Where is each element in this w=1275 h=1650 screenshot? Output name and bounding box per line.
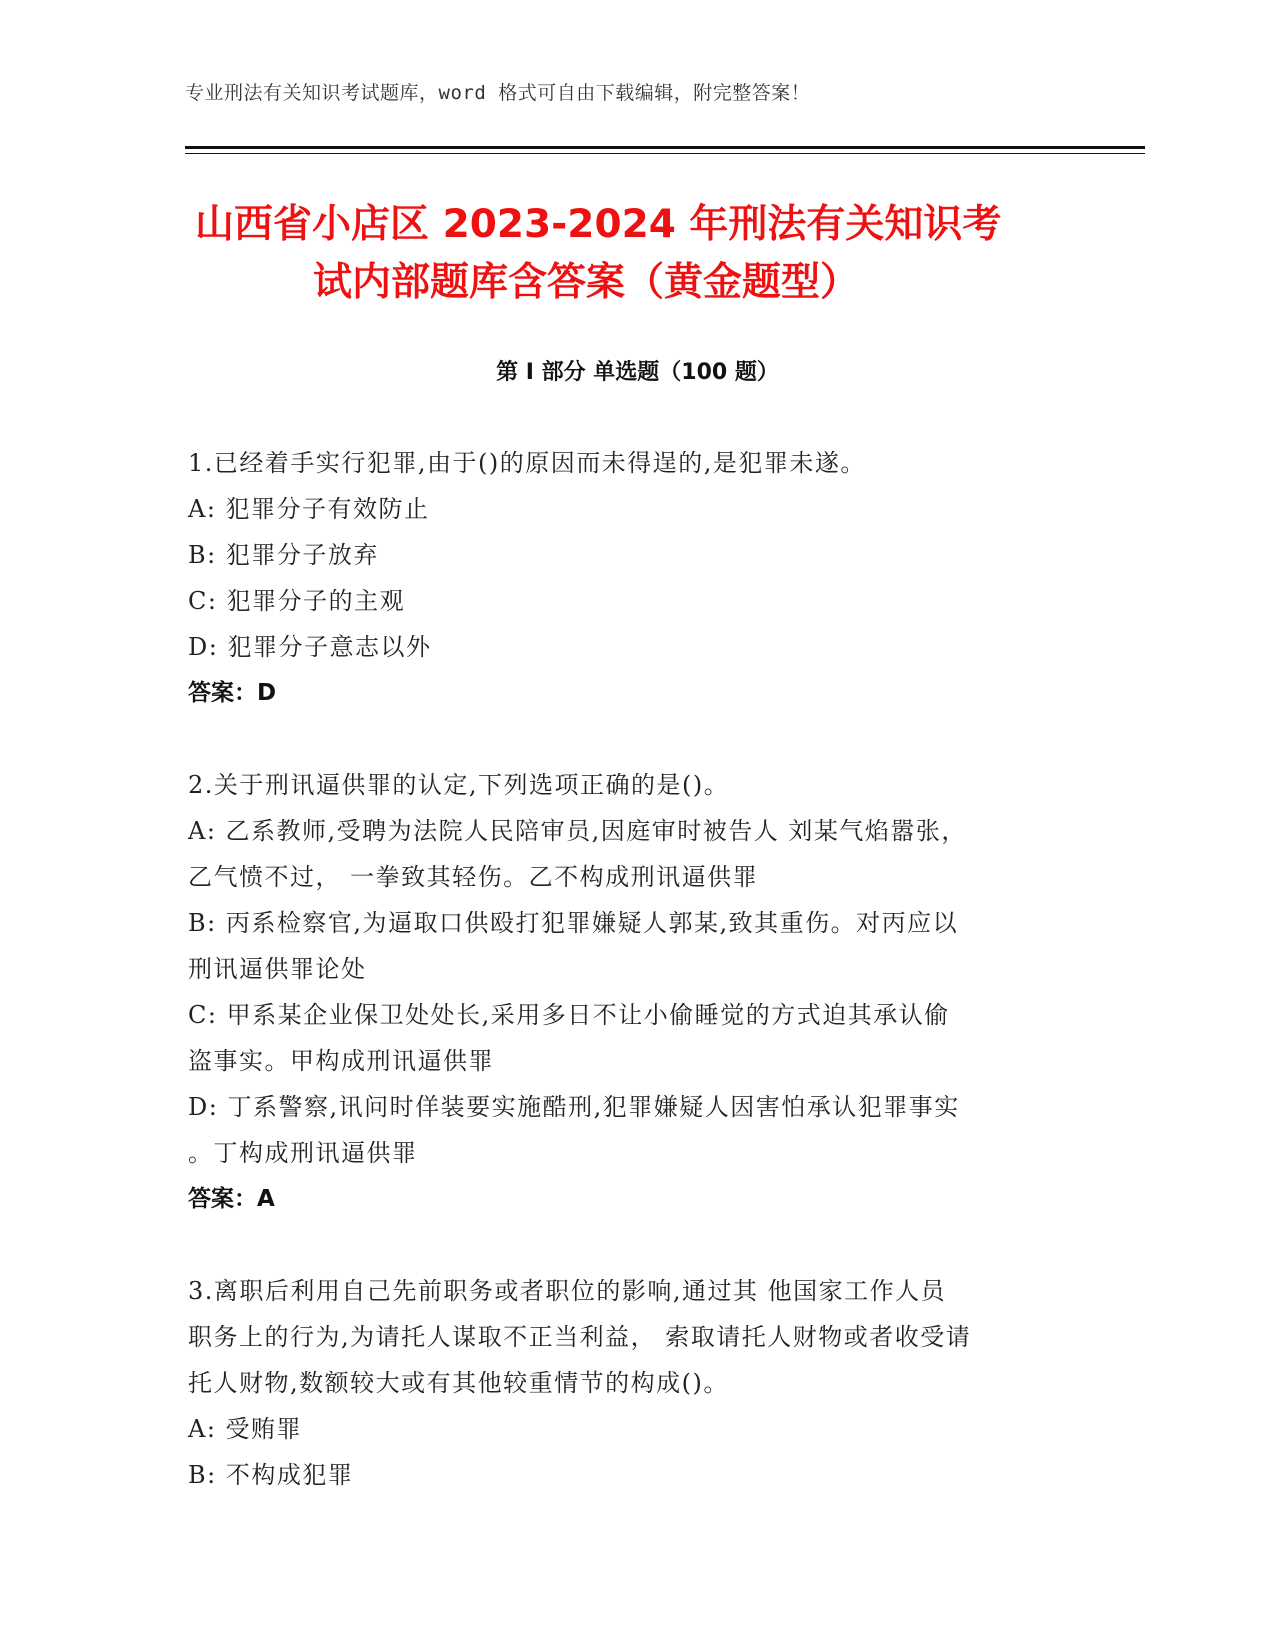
answer-option-line: C: 犯罪分子的主观	[188, 587, 406, 615]
answer-option	[188, 486, 1088, 532]
answer-key: 答案：D	[188, 680, 277, 706]
answer-option	[188, 578, 1088, 624]
answer-option-line: A: 犯罪分子有效防止	[188, 495, 430, 523]
document-title-line-1: 山西省小店区 2023-2024 年刑法有关知识考	[195, 202, 1002, 247]
question-stem-line: 托人财物,数额较大或有其他较重情节的构成()。	[188, 1369, 729, 1397]
answer-option	[188, 1084, 1088, 1176]
answer-option	[188, 532, 1088, 578]
answer-option	[188, 900, 1088, 992]
answer-option-line: D: 犯罪分子意志以外	[188, 633, 432, 661]
question-stem-line: 1.已经着手实行犯罪,由于()的原因而未得逞的,是犯罪未遂。	[188, 449, 866, 477]
header-note: 专业刑法有关知识考试题库，word 格式可自由下载编辑，附完整答案！	[185, 82, 811, 104]
question-stem-line: 2.关于刑讯逼供罪的认定,下列选项正确的是()。	[188, 771, 730, 799]
answer-option-line: 。丁构成刑讯逼供罪	[188, 1139, 418, 1167]
answer-option	[188, 1452, 1088, 1498]
answer-option	[188, 992, 1088, 1084]
answer-option-line: D: 丁系警察,讯问时佯装要实施酷刑,犯罪嫌疑人因害怕承认犯罪事实	[188, 1093, 960, 1121]
question-2	[188, 762, 1088, 1222]
question-3	[188, 1268, 1088, 1498]
answer-option	[188, 1406, 1088, 1452]
question-stem-line: 3.离职后利用自己先前职务或者职位的影响,通过其 他国家工作人员	[188, 1277, 947, 1305]
answer-option-line: C: 甲系某企业保卫处处长,采用多日不让小偷睡觉的方式迫其承认偷	[188, 1001, 950, 1029]
question-1	[188, 440, 1088, 716]
document-title-line-2: 试内部题库含答案（黄金题型）	[313, 260, 860, 305]
answer-key: 答案：A	[188, 1186, 275, 1212]
question-stem-line: 职务上的行为,为请托人谋取不正当利益， 索取请托人财物或者收受请	[188, 1323, 972, 1351]
section-title: 第 I 部分 单选题（100 题）	[496, 360, 779, 385]
question-list	[188, 440, 1088, 1544]
header-rule-thick	[185, 146, 1145, 149]
answer-option-line: B: 犯罪分子放弃	[188, 541, 379, 569]
answer-option-line: 乙气愤不过， 一拳致其轻伤。乙不构成刑讯逼供罪	[188, 863, 759, 891]
answer-option	[188, 624, 1088, 670]
answer-option-line: 盗事实。甲构成刑讯逼供罪	[188, 1047, 494, 1075]
document-title	[195, 196, 1075, 312]
answer-option-line: A: 乙系教师,受聘为法院人民陪审员,因庭审时被告人 刘某气焰嚣张，	[188, 817, 967, 845]
answer-option-line: B: 不构成犯罪	[188, 1461, 354, 1489]
answer-option	[188, 808, 1088, 900]
answer-option-line: 刑讯逼供罪论处	[188, 955, 367, 983]
answer-option-line: A: 受贿罪	[188, 1415, 303, 1443]
header-rule-thin	[185, 153, 1145, 154]
answer-option-line: B: 丙系检察官,为逼取口供殴打犯罪嫌疑人郭某,致其重伤。对丙应以	[188, 909, 959, 937]
